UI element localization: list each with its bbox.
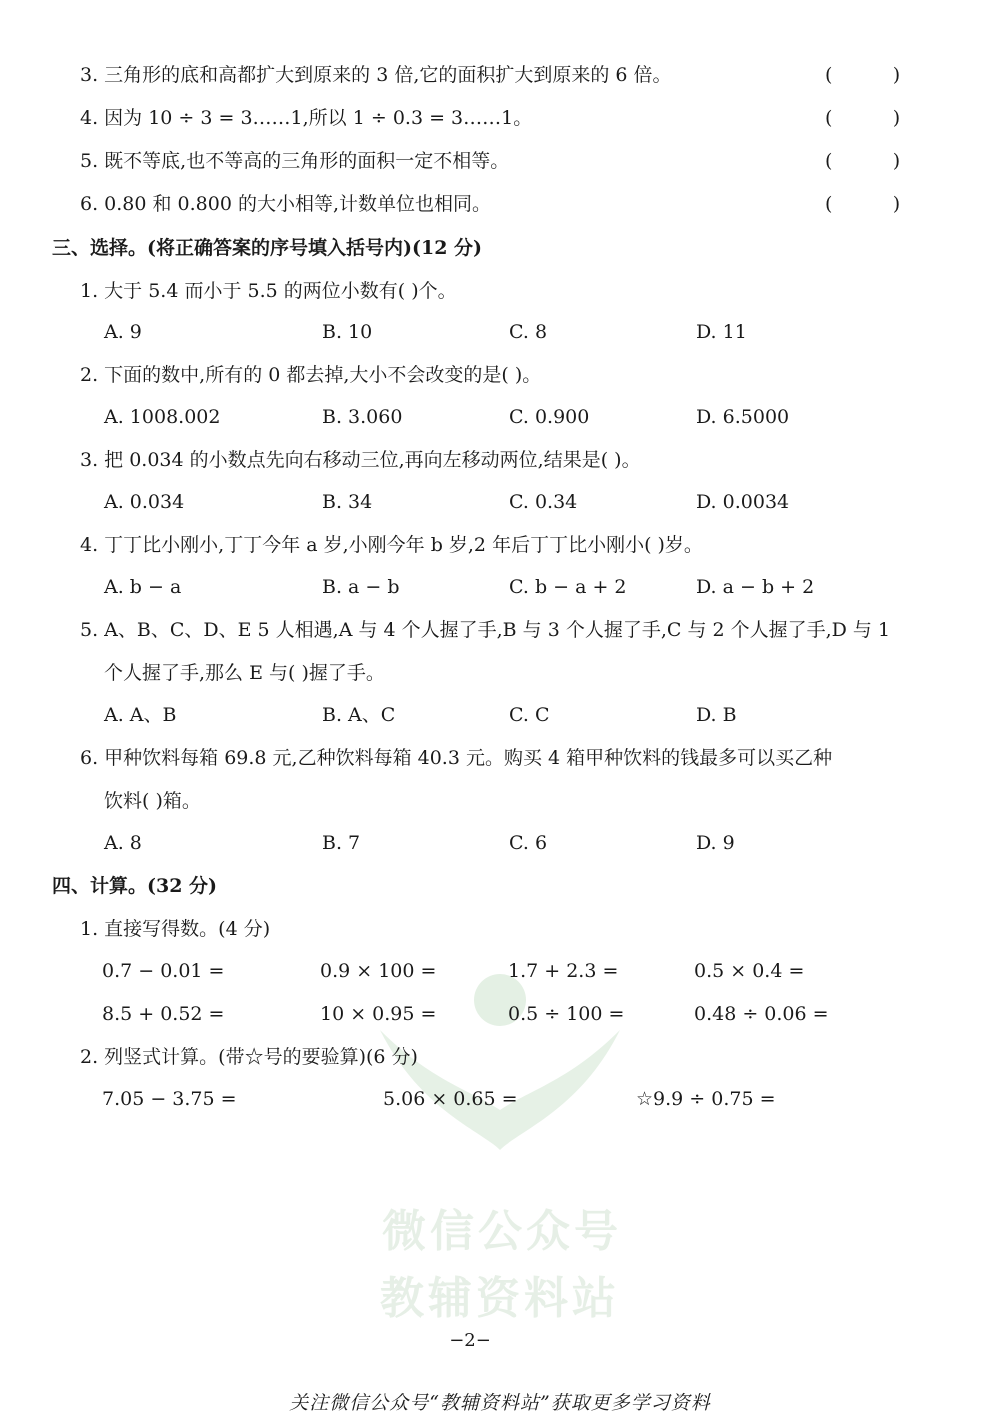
choice-2-option-c[interactable]: C. 0.900 <box>509 406 590 428</box>
section4-title: 四、计算。(32 分) <box>52 875 218 897</box>
choice-question-3: 3. 把 0.034 的小数点先向右移动三位,再向左移动两位,结果是( )。 <box>80 449 641 471</box>
footer-note: 关注微信公众号“教辅资料站”获取更多学习资料 <box>289 1392 711 1414</box>
choice-6-option-d[interactable]: D. 9 <box>696 832 735 854</box>
choice-question-2: 2. 下面的数中,所有的 0 都去掉,大小不会改变的是( )。 <box>80 364 542 386</box>
calc-expression: 8.5 + 0.52 = <box>102 1003 225 1025</box>
choice-3-option-a[interactable]: A. 0.034 <box>104 491 185 513</box>
calc-expression: 10 × 0.95 = <box>320 1003 437 1025</box>
judgment-item-4: 4. 因为 10 ÷ 3 = 3……1,所以 1 ÷ 0.3 = 3……1。 <box>80 107 533 129</box>
choice-5-option-a[interactable]: A. A、B <box>104 704 177 726</box>
section3-title: 三、选择。(将正确答案的序号填入括号内)(12 分) <box>52 237 483 259</box>
answer-paren-5[interactable]: ( ) <box>825 150 901 172</box>
calc-expression: 0.5 ÷ 100 = <box>508 1003 625 1025</box>
calc-part1-title: 1. 直接写得数。(4 分) <box>80 918 271 940</box>
choice-3-option-c[interactable]: C. 0.34 <box>509 491 578 513</box>
answer-paren-6[interactable]: ( ) <box>825 193 901 215</box>
choice-question-5: 5. A、B、C、D、E 5 人相遇,A 与 4 个人握了手,B 与 3 个人握了手,C 与 2 个人握了手,D 与 1 <box>80 619 891 641</box>
choice-4-option-b[interactable]: B. a − b <box>322 576 400 598</box>
choice-5-option-b[interactable]: B. A、C <box>322 704 396 726</box>
calc-expression: 0.48 ÷ 0.06 = <box>694 1003 829 1025</box>
judgment-item-5: 5. 既不等底,也不等高的三角形的面积一定不相等。 <box>80 150 510 172</box>
choice-1-option-b[interactable]: B. 10 <box>322 321 373 343</box>
choice-3-option-b[interactable]: B. 34 <box>322 491 373 513</box>
vertical-calc-item: ☆9.9 ÷ 0.75 = <box>636 1088 776 1110</box>
choice-6-option-c[interactable]: C. 6 <box>509 832 548 854</box>
choice-question-1: 1. 大于 5.4 而小于 5.5 的两位小数有( )个。 <box>80 280 457 302</box>
vertical-calc-item: 7.05 − 3.75 = <box>102 1088 237 1110</box>
calc-expression: 1.7 + 2.3 = <box>508 960 619 982</box>
choice-question-6: 6. 甲种饮料每箱 69.8 元,乙种饮料每箱 40.3 元。购买 4 箱甲种饮料的钱最多可以买乙种 <box>80 747 833 769</box>
calc-expression: 0.9 × 100 = <box>320 960 437 982</box>
choice-4-option-d[interactable]: D. a − b + 2 <box>696 576 815 598</box>
choice-6-option-a[interactable]: A. 8 <box>104 832 142 854</box>
choice-1-option-d[interactable]: D. 11 <box>696 321 747 343</box>
answer-paren-4[interactable]: ( ) <box>825 107 901 129</box>
watermark-line1: 微信公众号 <box>382 1206 622 1257</box>
calc-part2-title: 2. 列竖式计算。(带☆号的要验算)(6 分) <box>80 1046 418 1068</box>
choice-4-option-a[interactable]: A. b − a <box>104 576 182 598</box>
watermark-line2: 教辅资料站 <box>380 1273 620 1324</box>
choice-6-option-b[interactable]: B. 7 <box>322 832 361 854</box>
choice-2-option-d[interactable]: D. 6.5000 <box>696 406 790 428</box>
choice-2-option-a[interactable]: A. 1008.002 <box>104 406 221 428</box>
choice-question-5-cont: 个人握了手,那么 E 与( )握了手。 <box>104 662 385 684</box>
choice-1-option-c[interactable]: C. 8 <box>509 321 548 343</box>
choice-question-6-cont: 饮料( )箱。 <box>104 790 201 812</box>
answer-paren-3[interactable]: ( ) <box>825 64 901 86</box>
choice-1-option-a[interactable]: A. 9 <box>104 321 142 343</box>
calc-expression: 0.7 − 0.01 = <box>102 960 225 982</box>
choice-5-option-c[interactable]: C. C <box>509 704 550 726</box>
choice-question-4: 4. 丁丁比小刚小,丁丁今年 a 岁,小刚今年 b 岁,2 年后丁丁比小刚小( )岁。 <box>80 534 703 556</box>
judgment-item-6: 6. 0.80 和 0.800 的大小相等,计数单位也相同。 <box>80 193 492 215</box>
page-number: −2− <box>449 1330 491 1351</box>
judgment-item-3: 3. 三角形的底和高都扩大到原来的 3 倍,它的面积扩大到原来的 6 倍。 <box>80 64 672 86</box>
choice-5-option-d[interactable]: D. B <box>696 704 737 726</box>
choice-4-option-c[interactable]: C. b − a + 2 <box>509 576 627 598</box>
calc-expression: 0.5 × 0.4 = <box>694 960 805 982</box>
choice-2-option-b[interactable]: B. 3.060 <box>322 406 403 428</box>
choice-3-option-d[interactable]: D. 0.0034 <box>696 491 790 513</box>
vertical-calc-item: 5.06 × 0.65 = <box>383 1088 518 1110</box>
